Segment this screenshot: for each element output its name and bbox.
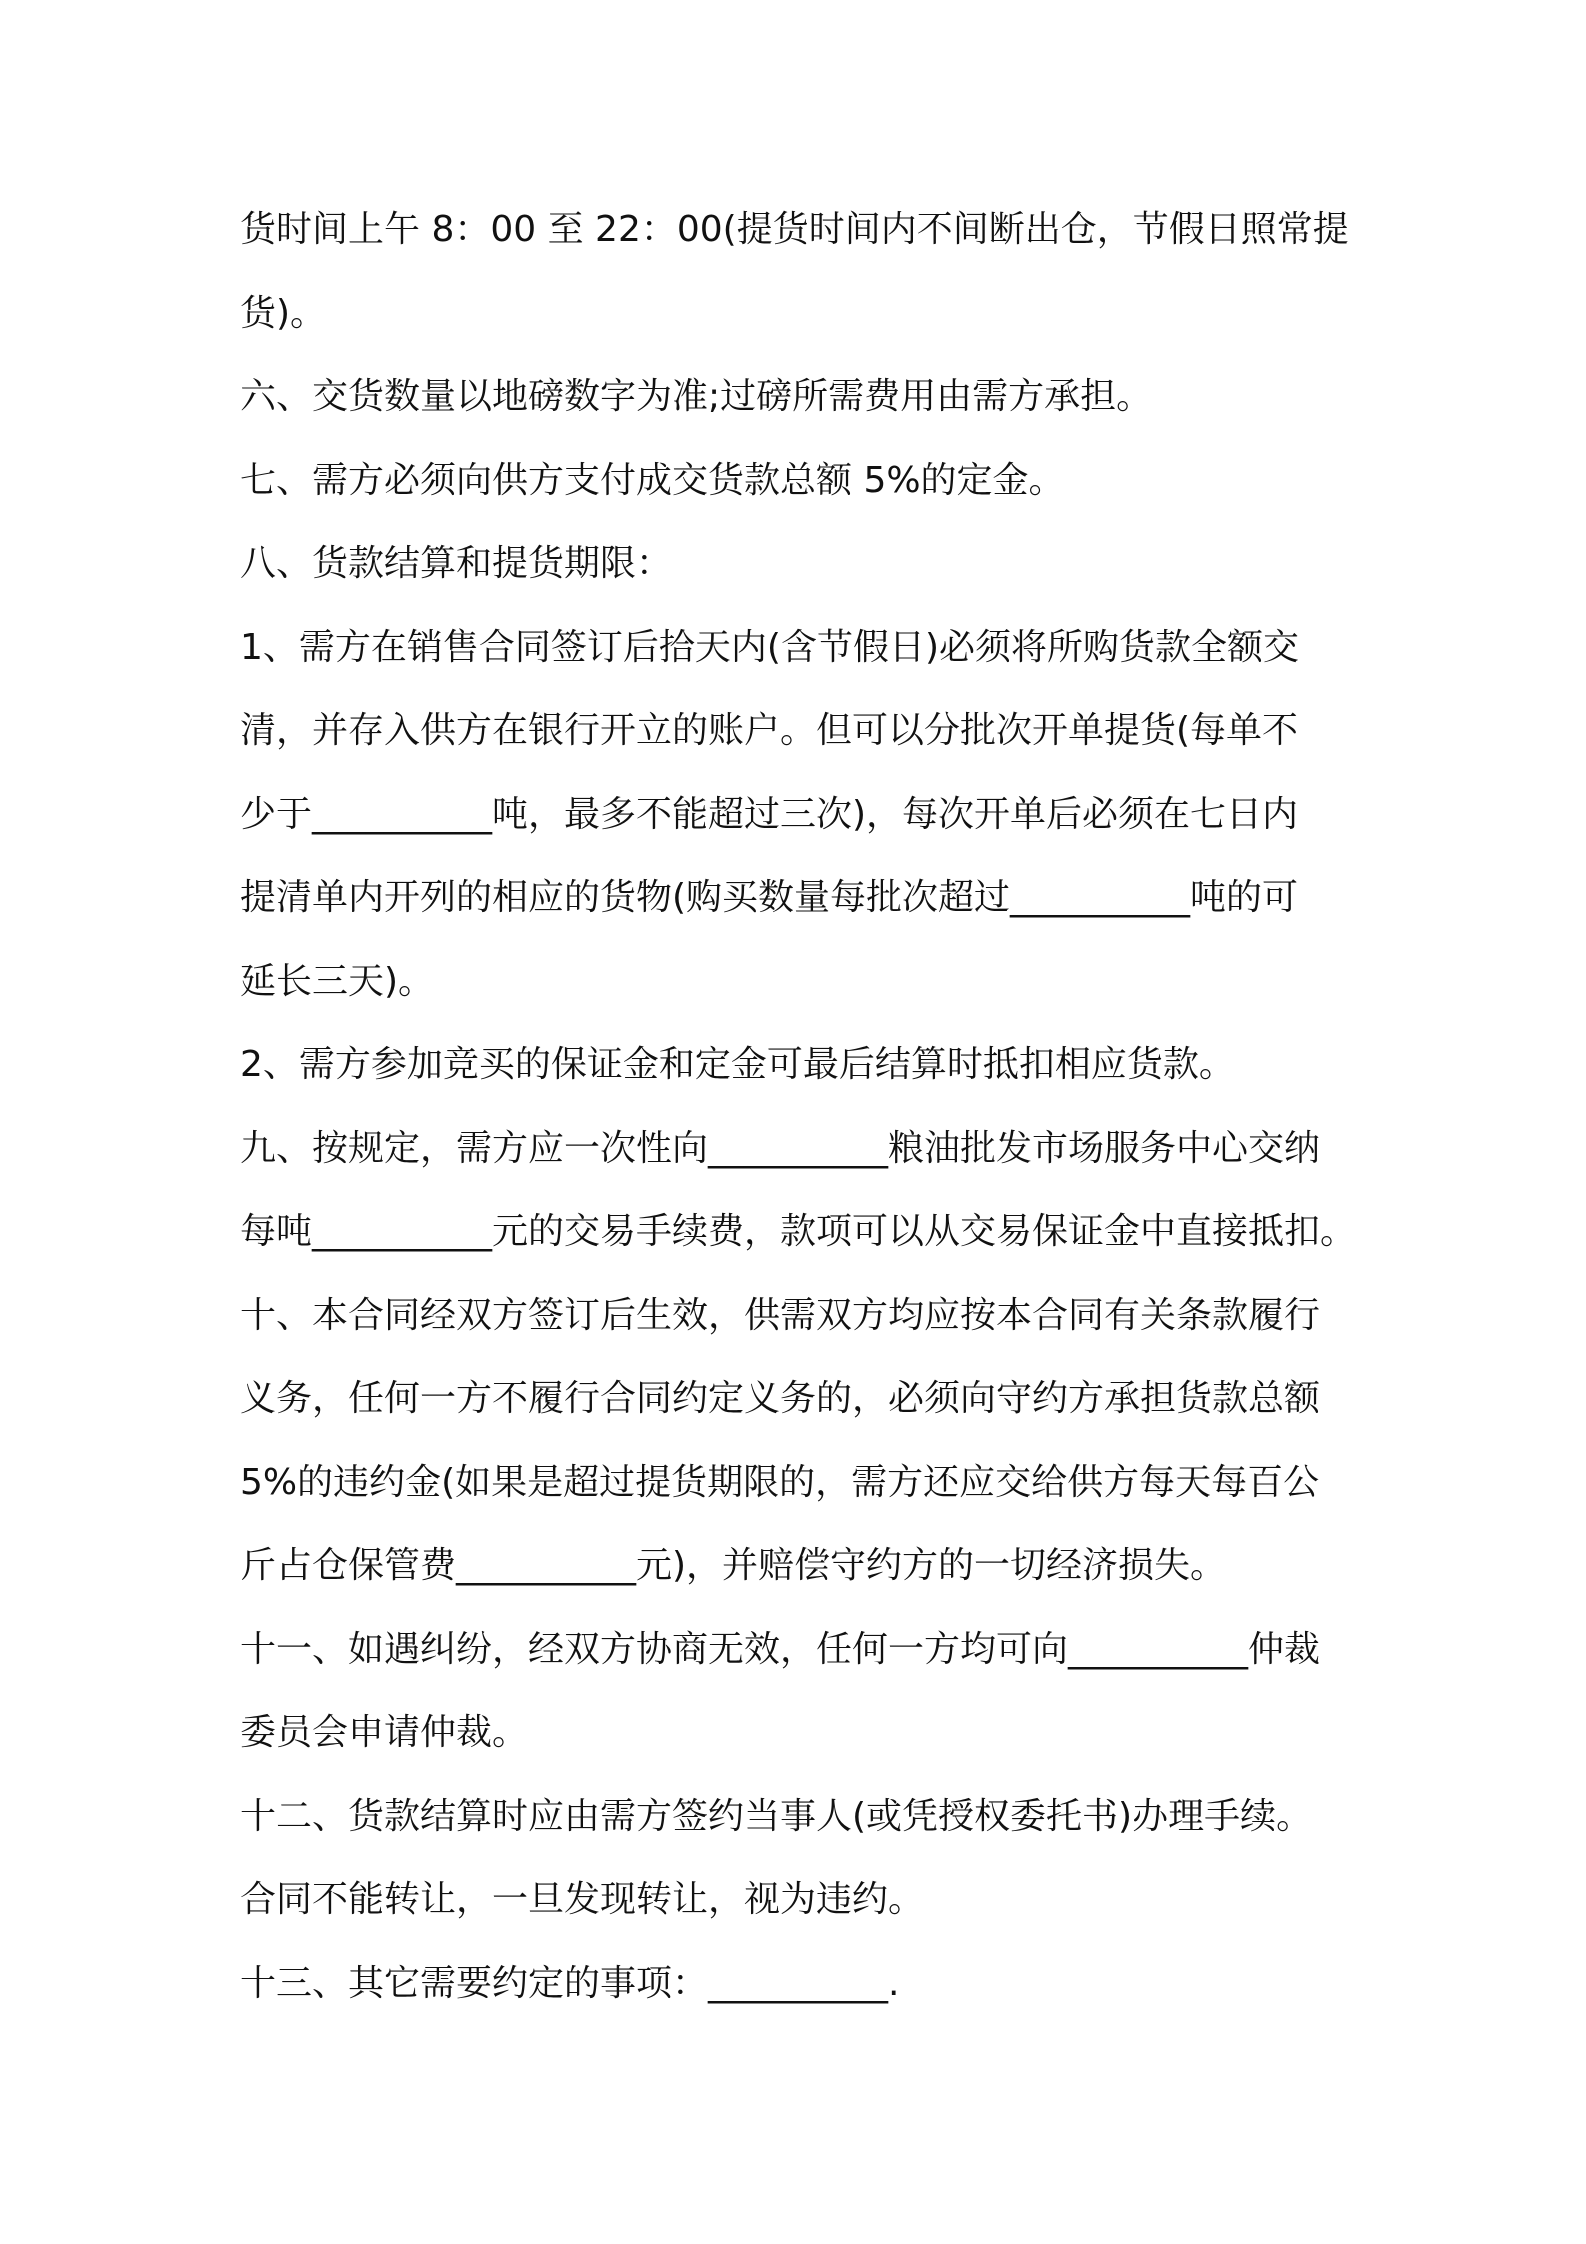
text-line: 提清单内开列的相应的货物(购买数量每批次超过__________吨的可 (240, 877, 1299, 918)
clause-10: 十、本合同经双方签订后生效，供需双方均应按本合同有关条款履行 (240, 1294, 1321, 1336)
clause-8-item-2: 2、需方参加竞买的保证金和定金可最后结算时抵扣相应货款。 (240, 1044, 1235, 1085)
text-line: 少于__________吨，最多不能超过三次)，每次开单后必须在七日内 (240, 793, 1299, 835)
clause-8-heading: 八、货款结算和提货期限： (240, 543, 673, 584)
text-line: 清，并存入供方在银行开立的账户。但可以分批次开单提货(每单不 (240, 710, 1299, 751)
text-line: 斤占仓保管费__________元)，并赔偿守约方的一切经济损失。 (240, 1545, 1227, 1586)
text-line: 每吨__________元的交易手续费，款项可以从交易保证金中直接抵扣。 (240, 1211, 1357, 1252)
clause-6: 六、交货数量以地磅数字为准;过磅所需费用由需方承担。 (240, 376, 1153, 417)
clause-12: 十二、货款结算时应由需方签约当事人(或凭授权委托书)办理手续。 (240, 1795, 1313, 1837)
document-body (240, 188, 1380, 2025)
clause-11: 十一、如遇纠纷，经双方协商无效，任何一方均可向__________仲裁 (240, 1628, 1321, 1670)
clause-9: 九、按规定，需方应一次性向__________粮油批发市场服务中心交纳 (240, 1127, 1321, 1169)
clause-8-item-1: 1、需方在销售合同签订后拾天内(含节假日)必须将所购货款全额交 (240, 626, 1299, 668)
text-line: 5%的违约金(如果是超过提货期限的，需方还应交给供方每天每百公 (240, 1461, 1320, 1503)
text-line: 货)。 (240, 292, 327, 334)
clause-7: 七、需方必须向供方支付成交货款总额 5%的定金。 (240, 459, 1065, 501)
text-line: 货时间上午 8：00 至 22：00(提货时间内不间断出仓，节假日照常提 (240, 209, 1349, 250)
clause-13: 十三、其它需要约定的事项：__________. (240, 1962, 900, 2004)
text-line: 延长三天)。 (240, 960, 435, 1002)
text-line: 合同不能转让，一旦发现转让，视为违约。 (240, 1879, 925, 1920)
text-line: 义务，任何一方不履行合同约定义务的，必须向守约方承担货款总额 (240, 1378, 1321, 1419)
text-line: 委员会申请仲裁。 (240, 1712, 529, 1753)
